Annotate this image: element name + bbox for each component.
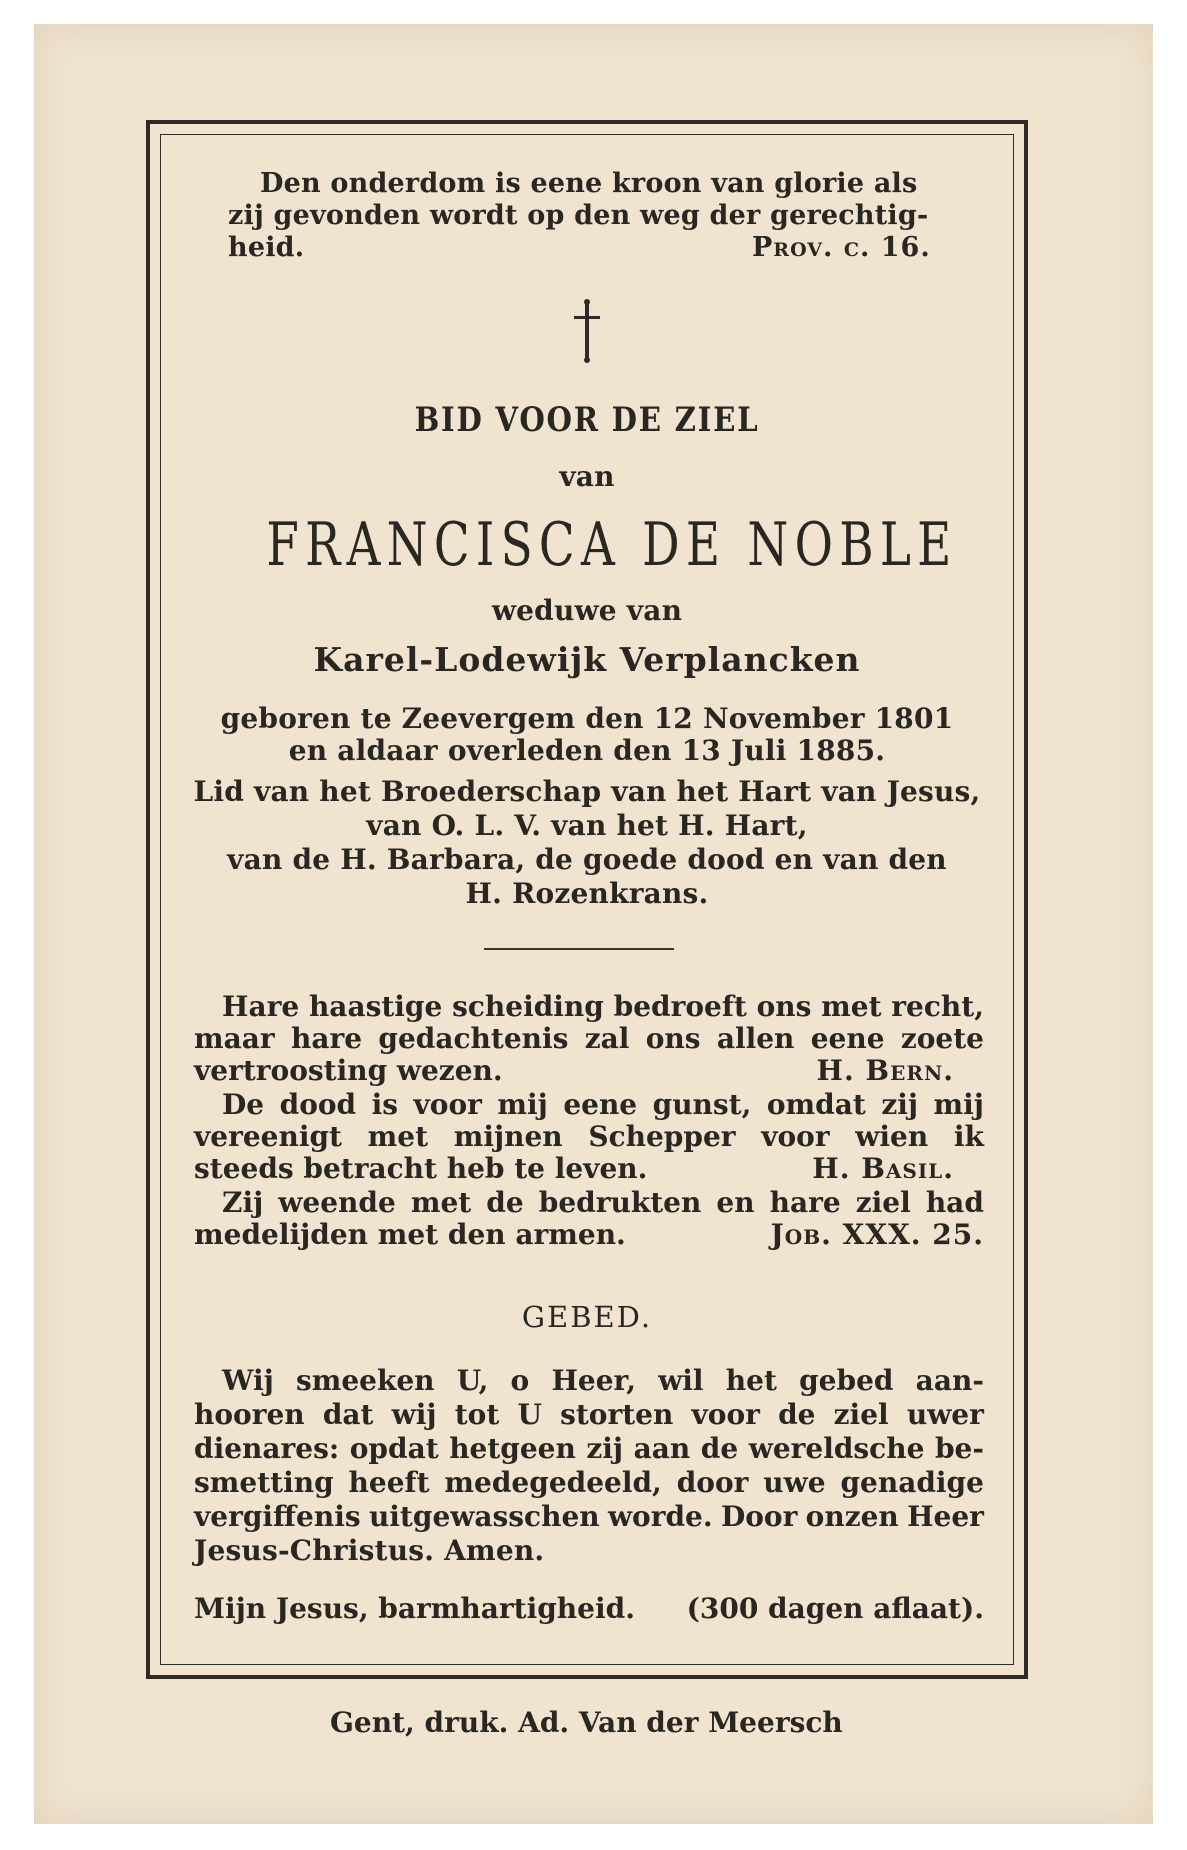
printer-credit: Gent, druk. Ad. Van der Meersch (330, 1706, 843, 1739)
epigraph-reference: Prov. c. 16. (752, 232, 931, 263)
epigraph-line-1: Den onderdom is eene kroon van glorie als (260, 168, 918, 199)
prayer-last-line: Jesus-Christus. Amen. (194, 1534, 545, 1567)
confraternity-line-2: van O. L. V. van het H. Hart, (366, 809, 808, 842)
quote-2-last-text: steeds betracht heb te leven. (194, 1152, 648, 1185)
quote-2-reference: H. Basil. (812, 1152, 954, 1185)
quote-1-last-text: vertroosting wezen. (194, 1054, 503, 1087)
quote-2-line-1: De dood is voor mij eene gunst, omdat zij mij (222, 1088, 984, 1121)
quote-3-line-1: Zij weende met de bedrukten en hare ziel had (222, 1186, 984, 1219)
prayer-line-4: smetting heeft medegedeeld, door uwe genadige (194, 1466, 984, 1499)
quote-3-last-text: medelijden met den armen. (194, 1218, 626, 1251)
quote-2-line-2: vereenigt met mijnen Schepper voor wien ik (194, 1120, 984, 1153)
prayer-line-1: Wij smeeken U, o Heer, wil het gebed aan- (222, 1364, 984, 1397)
divider-rule (484, 948, 674, 950)
widow-label: weduwe van (491, 594, 683, 627)
epigraph-line-3: heid. (228, 232, 305, 263)
quote-1-reference: H. Bern. (816, 1054, 954, 1087)
quote-1-line-1: Hare haastige scheiding bedroeft ons met recht, (222, 990, 984, 1023)
indulgence-text: (300 dagen aflaat). (686, 1592, 984, 1625)
prayer-line-5: vergiffenis uitgewasschen worde. Door onzen Heer (194, 1500, 984, 1533)
confraternity-line-4: H. Rozenkrans. (465, 877, 709, 910)
quote-1-line-2: maar hare gedachtenis zal ons allen eene zoete (194, 1022, 984, 1055)
deceased-name: FRANCISCA DE NOBLE (266, 510, 958, 580)
spouse-name: Karel-Lodewijk Verplancken (313, 640, 861, 679)
prayer-title: GEBED. (521, 1300, 653, 1334)
epigraph-line-2: zij gevonden wordt op den weg der gerechtig- (228, 200, 929, 231)
confraternity-line-1: Lid van het Broederschap van het Hart van Jesus, (193, 775, 981, 808)
quote-3-reference: Job. XXX. 25. (770, 1218, 984, 1251)
quote-1-last-line (194, 1054, 984, 1087)
ejaculation-line (194, 1592, 984, 1625)
heading: BID VOOR DE ZIEL (414, 400, 760, 440)
prayer-line-3: dienares: opdat hetgeen zij aan de wereldsche be- (194, 1432, 984, 1465)
cross-icon (572, 298, 602, 364)
birth-line: geboren te Zeevergem den 12 November 1801 (220, 702, 954, 735)
confraternity-line-3: van de H. Barbara, de goede dood en van den (227, 843, 947, 876)
van-label: van (559, 460, 615, 493)
quote-2-last-line (194, 1152, 984, 1185)
ejaculation-text: Mijn Jesus, barmhartigheid. (194, 1592, 635, 1625)
death-line: en aldaar overleden den 13 Juli 1885. (288, 734, 886, 767)
prayer-line-2: hooren dat wij tot U storten voor de ziel uwer (194, 1398, 984, 1431)
quote-3-last-line (194, 1218, 984, 1251)
